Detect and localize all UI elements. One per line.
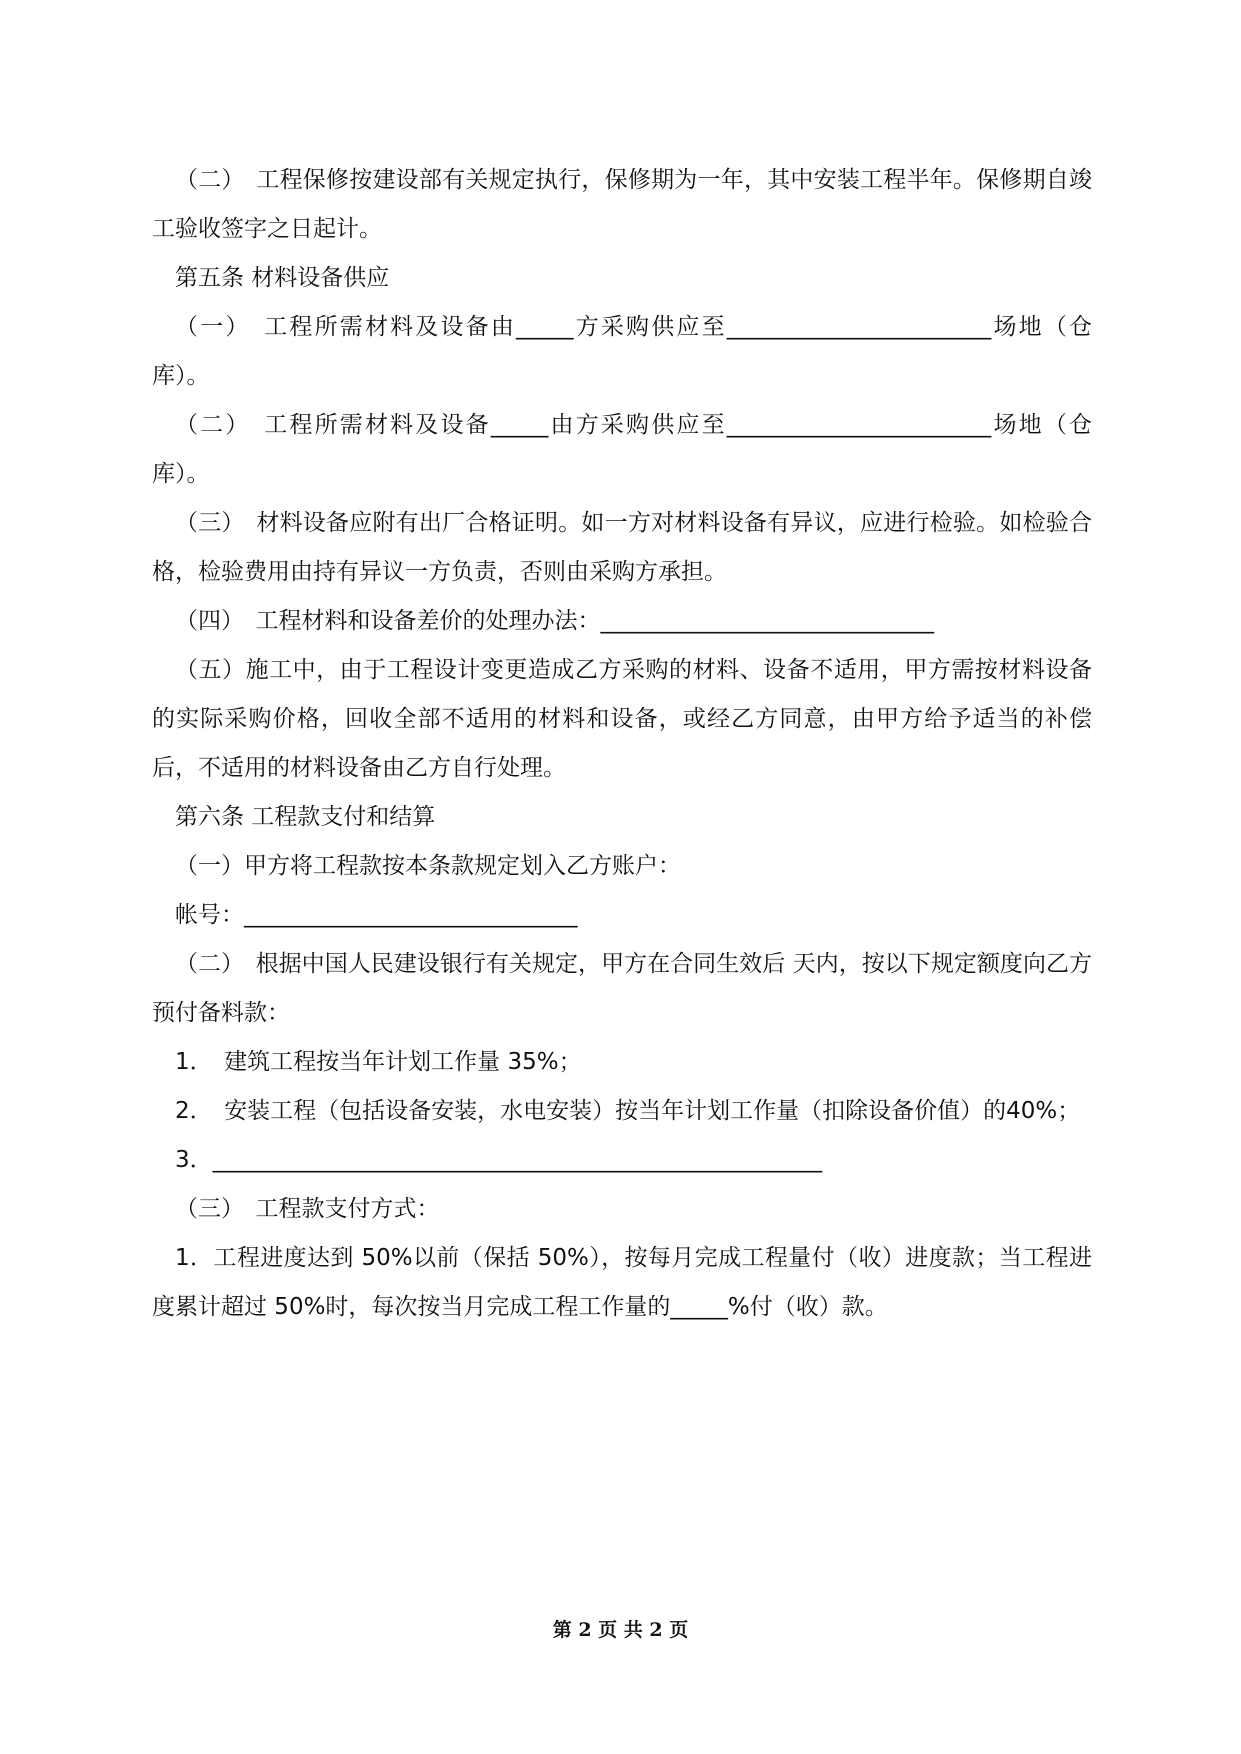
section-heading: 第五条 材料设备供应 (175, 265, 390, 291)
document-body (152, 156, 1092, 1332)
paragraph: （二） 工程保修按建设部有关规定执行，保修期为一年，其中安装工程半年。保修期自竣工验收签字之日起计。 (152, 167, 1092, 242)
list-item: 1． 建筑工程按当年计划工作量 35%； (175, 1049, 582, 1075)
paragraph: （四） 工程材料和设备差价的处理办法：_____________________________ (175, 608, 934, 634)
list-item: 3．_____________________________________________________ (175, 1147, 823, 1173)
account-line: 帐号：_____________________________ (175, 902, 578, 928)
paragraph: （五）施工中，由于工程设计变更造成乙方采购的材料、设备不适用，甲方需按材料设备的实际采购价格，回收全部不适用的材料和设备，或经乙方同意，由甲方给予适当的补偿后，不适用的材料设备由乙方自行处理。 (152, 657, 1092, 781)
page-number-footer: 第 2 页 共 2 页 (552, 1619, 689, 1641)
paragraph: （一） 工程所需材料及设备由_____方采购供应至_______________________场地（仓库）。 (152, 314, 1092, 389)
paragraph: （二） 根据中国人民建设银行有关规定，甲方在合同生效后 天内，按以下规定额度向乙方预付备料款： (152, 951, 1092, 1026)
list-item: 1．工程进度达到 50%以前（保括 50%），按每月完成工程量付（收）进度款；当工程进度累计超过 50%时，每次按当月完成工程工作量的_____%付（收）款。 (152, 1245, 1092, 1320)
paragraph: （三） 工程款支付方式： (175, 1196, 440, 1222)
paragraph: （三） 材料设备应附有出厂合格证明。如一方对材料设备有异议，应进行检验。如检验合格，检验费用由持有异议一方负责，否则由采购方承担。 (152, 510, 1092, 585)
section-heading: 第六条 工程款支付和结算 (175, 804, 436, 830)
paragraph: （二） 工程所需材料及设备_____由方采购供应至_______________________场地（仓库）。 (152, 412, 1092, 487)
list-item: 2． 安装工程（包括设备安装，水电安装）按当年计划工作量（扣除设备价值）的40%； (175, 1098, 1081, 1124)
paragraph: （一）甲方将工程款按本条款规定划入乙方账户： (175, 853, 681, 879)
